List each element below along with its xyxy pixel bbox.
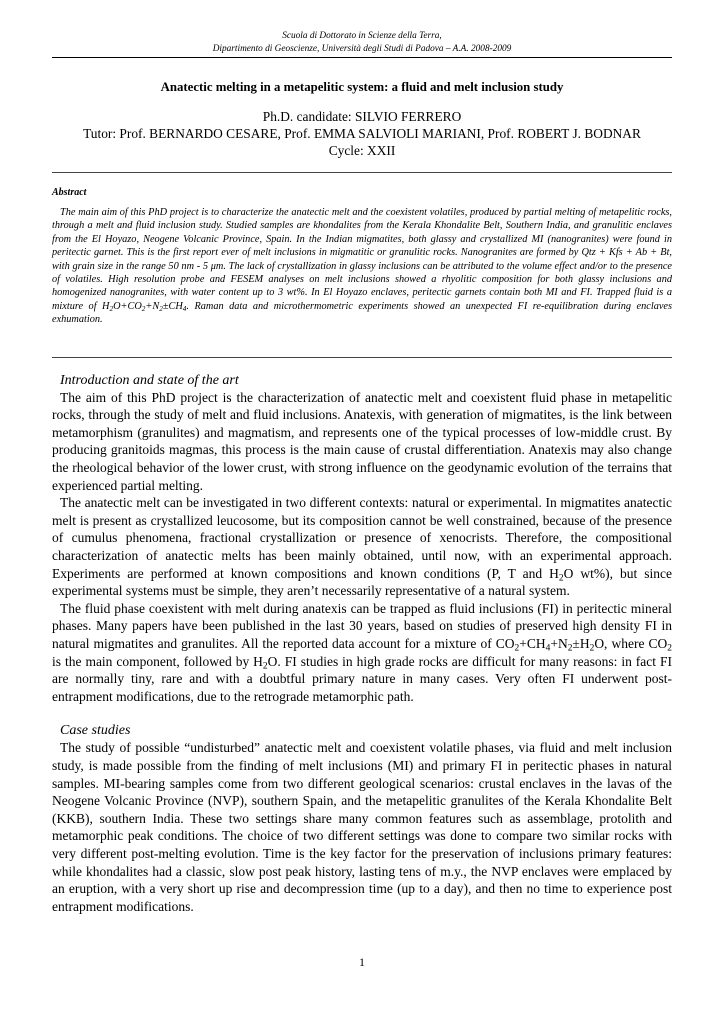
intro-paragraph-3: The fluid phase coexistent with melt during anatexis can be trapped as fluid inclusions (FI) in peritectic mineral phases. Many papers have been published in the last 30 years, based on studies of preserved high density FI in natural migmatites and granulites. All the reported data account for a mixture of $CO_2+CH_4+N_2\pm H_2O$, where $CO_2$ is the main component, followed by $H_2O$. FI studies in high grade rocks are difficult for many reasons: in fact FI are normally tiny, rare and with a doubtful primary nature in many cases. Very often FI underwent post-entrapment modifications, due to the retrograde metamorphic path. [52, 600, 673, 704]
page-number: 1 [359, 955, 365, 969]
section-heading-intro: Introduction and state of the art [60, 372, 239, 388]
author-block [52, 108, 672, 159]
intro-paragraph-1: The aim of this PhD project is the characterization of anatectic melt and coexistent fluid phase in metapelitic rocks, through the study of melt and fluid inclusions. Anatexis, with generation of migmatites, is the link between metamorphism (granulites) and magmatism, and represents one of the typical processes of low-middle crust. By producing granitoids magmas, this process is the main cause of crustal differentiation. Anatexis may also change the rheological behavior of the lower crust, with strong influence on the geodynamic evolution of the terrains that experienced partial melting. [52, 389, 672, 493]
paper-title: Anatectic melting in a metapelitic system: a fluid and melt inclusion study [160, 80, 564, 94]
header-school: Scuola di Dottorato in Scienze della Terra, [282, 31, 442, 41]
abstract-heading: Abstract [52, 187, 87, 198]
header-rule [52, 57, 672, 58]
divider-bottom [52, 357, 672, 358]
abstract-text: The main aim of this PhD project is to characterize the anatectic melt and the coexistent volatiles, produced by partial melting of metapelitic rocks, through a melt and fluid inclusion study. Studied samples are khondalites from the Kerala Khondalite Belt, Southern India, and granulitic enclaves from the El Hoyazo, Neogene Volcanic Province, Spain. In the Indian migmatites, both glassy and crystallized MI (nanogranites) were found in peritectic garnet. This is the first report ever of melt inclusions in migmatitic or granulitic rocks. Nanogranites are formed by Qtz + Kfs + Ab + Bt, with grain size in the range 50 nm - 5 μm. The lack of crystallization in glassy inclusions can be attributed to the volume effect and/or to the presence of volatiles. High resolution probe and FESEM analyses on melt inclusions showed a rhyolitic composition for both glassy inclusions and homogenized nanogranites, with water content up to 3 wt%. In El Hoyazo enclaves, peritectic garnets contain both MI and FI. Trapped fluid is a mixture of $H_2O+CO_2+N_2\pm CH_4$. Raman data and microthermometric experiments showed an unexpected FI re-equilibration during enclaves exhumation. [52, 207, 672, 326]
header-department: Dipartimento di Geoscienze, Università degli Studi di Padova – A.A. 2008-2009 [212, 44, 512, 54]
intro-paragraph-2: The anatectic melt can be investigated in two different contexts: natural or experimental. In migmatites anatectic melt is present as crystallized leucosome, but its composition cannot be well constrained, because of the presence of cumulus phenomena, fractional crystallization or presence of xenocrists. Therefore, the compositional characterization of anatectic melts has been mainly obtained, until now, with an experimental approach. Experiments are performed at known compositions and known conditions (P, T and $H_2O$ wt%), but since experimental systems must be simple, they aren’t necessarily representative of a natural system. [52, 495, 672, 599]
cases-paragraph-1: The study of possible “undisturbed” anatectic melt and coexistent volatile phases, via fluid and melt inclusion study, is made possible from the finding of melt inclusions (MI) and primary FI in peritectic phases in natural samples. MI-bearing samples come from two different geological scenarios: crustal enclaves in the lavas of the Neogene Volcanic Province (NVP), southern Spain, and the metapelitic granulites of the Kerala Khondalite Belt (KKB), southern India. These two settings share many common features such as assemblage, protolith and metamorphic peak conditions. The choice of two different settings was done to compare two similar rocks with very different post-melting evolution. Time is the key factor for the preservation of inclusions primary features: while khondalites had a classic, slow post peak history, lasting tens of m.y., the NVP enclaves were emplaced by an eruption, with a very short up rise and decompression time (up to a day), and then no time to experience post entrapment modifications. [52, 740, 672, 914]
page [52, 30, 672, 915]
divider-top [52, 172, 672, 173]
cycle: Cycle: XXII [328, 143, 396, 158]
candidate: Ph.D. candidate: SILVIO FERRERO [262, 109, 462, 124]
tutors: Tutor: Prof. BERNARDO CESARE, Prof. EMMA SALVIOLI MARIANI, Prof. ROBERT J. BODNAR [83, 126, 641, 141]
running-header [52, 30, 672, 56]
section-heading-cases: Case studies [60, 723, 131, 739]
